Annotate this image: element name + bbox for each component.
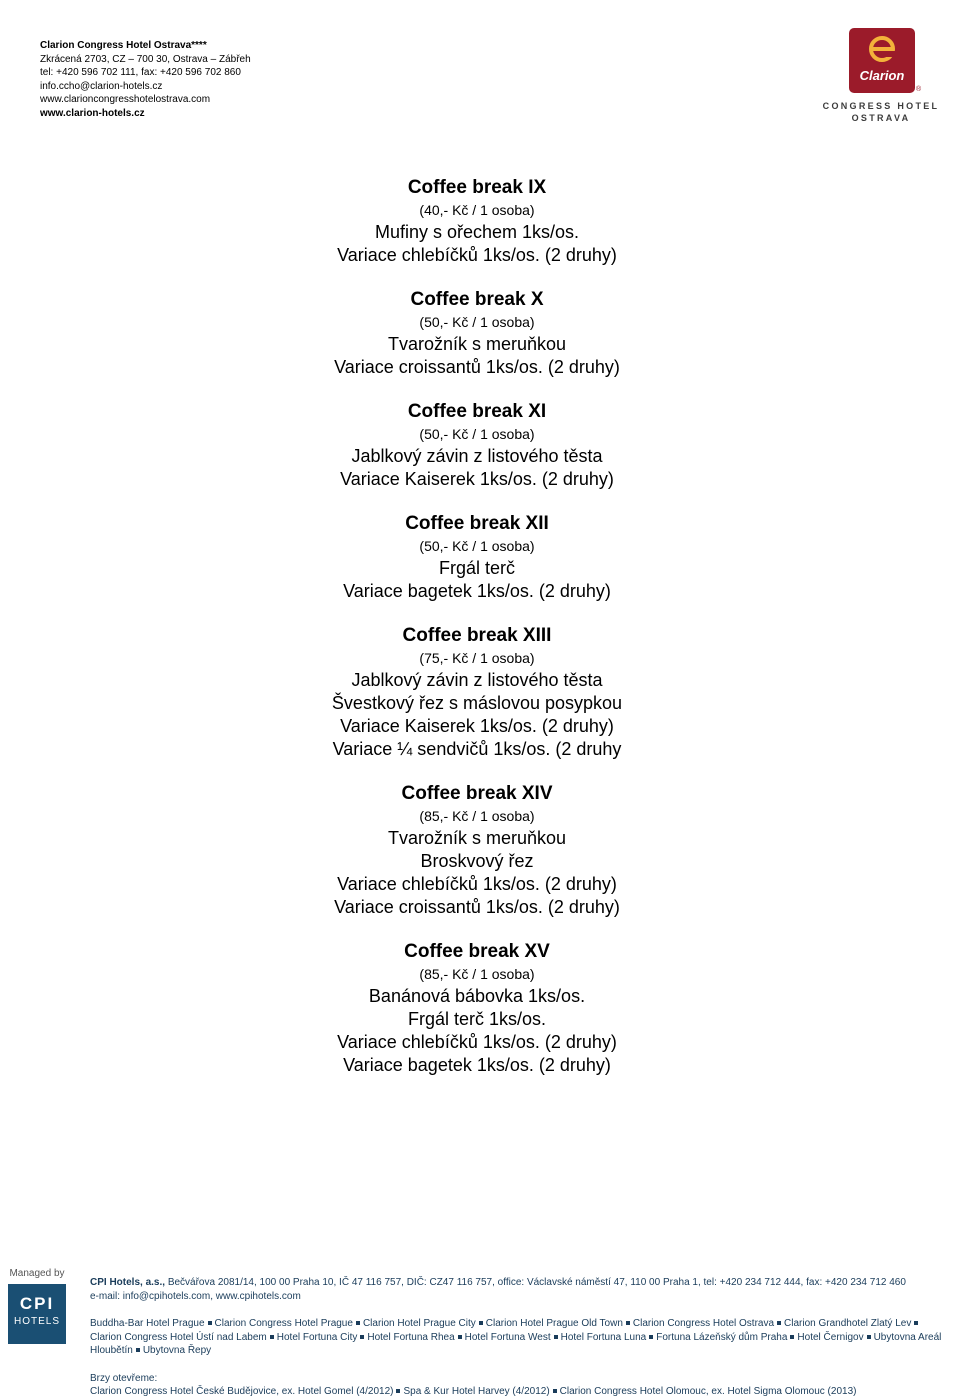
coffee-break-section [200, 288, 754, 379]
bullet-square-icon [790, 1335, 794, 1339]
footer [0, 1268, 960, 1397]
coffee-break-price: (85,- Kč / 1 osoba) [419, 966, 535, 982]
bullet-square-icon [554, 1335, 558, 1339]
coffee-break-item: Tvarožník s meruňkou [387, 334, 567, 354]
coffee-break-title: Coffee break XV [404, 941, 550, 962]
coffee-break-item: Variace chlebíčků 1ks/os. (2 druhy) [337, 1032, 617, 1052]
coffee-break-item: Variace bagetek 1ks/os. (2 druhy) [343, 1055, 611, 1075]
company-contact[interactable]: e-mail: info@cpihotels.com, www.cpihotels.com [90, 1290, 301, 1302]
coffee-break-item: Tvarožník s meruňkou [387, 828, 567, 848]
soon-label: Brzy otevřeme: [90, 1372, 158, 1384]
coffee-break-item: Variace Kaiserek 1ks/os. (2 druhy) [340, 469, 614, 489]
hotel-address: Zkrácená 2703, CZ – 700 30, Ostrava – Zábřeh [40, 53, 251, 65]
coffee-break-item: Banánová bábovka 1ks/os. [368, 986, 586, 1006]
registered-mark: ® [916, 86, 922, 93]
coffee-break-item: Švestkový řez s máslovou posypkou [331, 693, 623, 713]
hotel-name-item: Hotel Černigov [797, 1331, 864, 1343]
soon-list [90, 1385, 950, 1399]
hotel-name-item: Ubytovna Řepy [142, 1345, 212, 1356]
coffee-break-price: (40,- Kč / 1 osoba) [419, 202, 535, 218]
hotel-name-item: Spa & Kur Hotel Harvey (4/2012) [403, 1386, 550, 1397]
bullet-square-icon [777, 1321, 781, 1325]
cpi-logo-subtext: HOTELS [13, 1316, 60, 1327]
coffee-break-item: Variace croissantů 1ks/os. (2 druhy) [334, 897, 620, 917]
hotel-name-item: Clarion Congress Hotel Olomouc, ex. Hotel Sigma Olomouc (2013) [559, 1386, 857, 1397]
hotel-name-item: Clarion Hotel Prague Old Town [485, 1318, 623, 1329]
hotel-name-item: Hotel Fortuna Rhea [367, 1331, 455, 1343]
hotel-name-item: Hotel Fortuna West [464, 1331, 551, 1343]
bullet-square-icon [270, 1335, 274, 1339]
coffee-break-section [200, 782, 754, 919]
hotel-name-item: Clarion Congress Hotel Ústí nad Labem [90, 1331, 267, 1343]
clarion-logo [822, 28, 940, 124]
coffee-break-title: Coffee break XIII [402, 625, 552, 646]
bullet-square-icon [136, 1348, 140, 1352]
clarion-logo-text: Clarion [859, 68, 905, 83]
bullet-square-icon [479, 1321, 483, 1325]
logo-ostrava: OSTRAVA [851, 113, 911, 123]
hotel-name: Clarion Congress Hotel Ostrava**** [40, 40, 207, 51]
coffee-break-item: Frgál terč [438, 558, 516, 578]
hotel-website-2[interactable]: www.clarion-hotels.cz [40, 107, 145, 119]
hotel-header [40, 39, 251, 120]
coffee-break-section [200, 400, 754, 491]
cpi-logo-box [8, 1284, 66, 1344]
hotel-name-item: Hotel Fortuna Luna [560, 1331, 647, 1343]
hotel-name-item: Buddha-Bar Hotel Prague [90, 1318, 205, 1329]
company-line [90, 1276, 950, 1290]
company-details: Bečvářova 2081/14, 100 00 Praha 10, IČ 47 116 757, DIČ: CZ47 116 757, office: Václavské náměstí 47, 110 00 Praha 1, tel: +420 234 712 444, fax: +420 234 712 460 [167, 1277, 906, 1288]
bullet-square-icon [649, 1335, 653, 1339]
hotel-name-item: Clarion Congress Hotel Prague [214, 1318, 353, 1329]
coffee-break-title: Coffee break XI [407, 401, 547, 422]
logo-congress-hotel: CONGRESS HOTEL [822, 101, 940, 111]
coffee-break-item: Variace chlebíčků 1ks/os. (2 druhy) [337, 874, 617, 894]
coffee-break-price: (85,- Kč / 1 osoba) [419, 808, 535, 824]
coffee-break-title: Coffee break IX [407, 177, 547, 198]
cpi-logo-text: CPI [19, 1294, 55, 1313]
hotel-email[interactable]: info.ccho@clarion-hotels.cz [40, 80, 163, 92]
bullet-square-icon [396, 1389, 400, 1393]
coffee-break-item: Variace croissantů 1ks/os. (2 druhy) [334, 357, 620, 377]
hotel-name-item: Clarion Congress Hotel Ostrava [632, 1318, 775, 1329]
bullet-square-icon [914, 1321, 918, 1325]
coffee-break-menu [200, 176, 754, 1098]
hotel-name-item: Clarion Congress Hotel České Budějovice, ex. Hotel Gomel (4/2012) [90, 1386, 394, 1397]
hotel-name-item: Hotel Fortuna City [276, 1331, 358, 1343]
bullet-square-icon [458, 1335, 462, 1339]
coffee-break-section [200, 940, 754, 1077]
bullet-square-icon [360, 1335, 364, 1339]
company-name: CPI Hotels, a.s., [90, 1277, 166, 1288]
coffee-break-item: Variace bagetek 1ks/os. (2 druhy) [343, 581, 611, 601]
clarion-e-icon [869, 36, 895, 62]
coffee-break-title: Coffee break X [410, 289, 544, 310]
coffee-break-price: (50,- Kč / 1 osoba) [419, 426, 535, 442]
coffee-break-item: Jablkový závin z listového těsta [351, 670, 603, 690]
coffee-break-item: Variace ¼ sendvičů 1ks/os. (2 druhy [332, 739, 622, 759]
hotel-list [90, 1317, 950, 1358]
coffee-break-section [200, 624, 754, 761]
bullet-square-icon [208, 1321, 212, 1325]
hotel-website[interactable]: www.clarioncongresshotelostrava.com [40, 94, 211, 105]
coffee-break-item: Frgál terč 1ks/os. [407, 1009, 547, 1029]
hotel-name-item: Clarion Grandhotel Zlatý Lev [784, 1318, 912, 1329]
footer-text [90, 1276, 950, 1399]
coffee-break-section [200, 176, 754, 267]
coffee-break-title: Coffee break XII [405, 513, 549, 534]
hotel-name-item: Ubytovna Areál Hloubětín [90, 1331, 942, 1356]
coffee-break-item: Jablkový závin z listového těsta [351, 446, 603, 466]
managed-by-label: Managed by [9, 1268, 65, 1279]
coffee-break-price: (50,- Kč / 1 osoba) [419, 538, 535, 554]
bullet-square-icon [356, 1321, 360, 1325]
hotel-phone: tel: +420 596 702 111, fax: +420 596 702 860 [40, 67, 241, 78]
coffee-break-section [200, 512, 754, 603]
coffee-break-item: Variace chlebíčků 1ks/os. (2 druhy) [337, 245, 617, 265]
bullet-square-icon [867, 1335, 871, 1339]
cpi-hotels-logo [8, 1268, 66, 1346]
coffee-break-price: (75,- Kč / 1 osoba) [419, 650, 535, 666]
coffee-break-item: Variace Kaiserek 1ks/os. (2 druhy) [340, 716, 614, 736]
coffee-break-item: Broskvový řez [420, 851, 534, 871]
bullet-square-icon [553, 1389, 557, 1393]
hotel-name-item: Fortuna Lázeňský dům Praha [656, 1331, 788, 1343]
coffee-break-item: Mufiny s ořechem 1ks/os. [374, 222, 580, 242]
coffee-break-price: (50,- Kč / 1 osoba) [419, 314, 535, 330]
hotel-name-item: Clarion Hotel Prague City [362, 1318, 476, 1329]
bullet-square-icon [626, 1321, 630, 1325]
coffee-break-title: Coffee break XIV [401, 783, 553, 804]
